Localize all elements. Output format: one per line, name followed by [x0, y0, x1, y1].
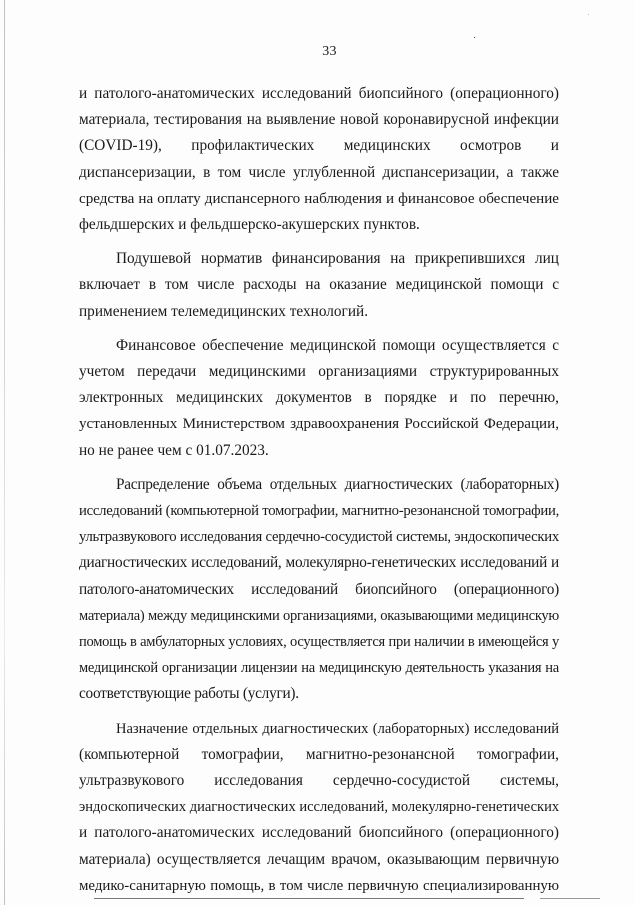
text-line: медико-санитарную помощь, в том числе первичную специализированную: [79, 877, 559, 894]
paragraph-5: [79, 716, 559, 899]
text-line: диагностических исследований, молекулярно-генетических исследований и: [79, 554, 559, 572]
text-line: Распределение объема отдельных диагностических (лабораторных): [116, 475, 559, 493]
text-line: электронных медицинских документов в порядке и по перечню,: [79, 389, 559, 407]
text-line: материала) осуществляется лечащим врачом, оказывающим первичную: [79, 850, 559, 868]
text-line: медицинской организации лицензии на медицинскую деятельность указания на: [79, 660, 559, 677]
text-line: и патолого-анатомических исследований биопсийного (операционного): [79, 85, 559, 102]
scan-speck: [474, 37, 475, 38]
text-line: (компьютерной томографии, магнитно-резонансной томографии,: [79, 745, 559, 763]
text-line: эндоскопических диагностических исследований, молекулярно-генетических: [79, 799, 560, 816]
text-line: Подушевой норматив финансирования на прикрепившихся лиц: [116, 250, 559, 268]
text-line: но не ранее чем с 01.07.2023.: [79, 441, 269, 459]
text-line: материала, тестирования на выявление новой коронавирусной инфекции: [79, 111, 559, 129]
scan-bottom-edge: [540, 898, 600, 899]
text-line: Финансовое обеспечение медицинской помощи осуществляется с: [116, 336, 559, 354]
paragraph-1: [79, 81, 559, 238]
text-line: ультразвукового исследования сердечно-сосудистой системы, эндоскопических: [79, 529, 559, 546]
paragraph-2: [79, 246, 559, 325]
text-line: фельдшерских и фельдшерско-акушерских пунктов.: [79, 216, 420, 234]
text-line: помощь в амбулаторных условиях, осуществляется при наличии в имеющейся у: [79, 634, 559, 651]
text-line: ультразвукового исследования сердечно-сосудистой системы,: [79, 772, 559, 790]
text-line: исследований (компьютерной томографии, магнитно-резонансной томографии,: [79, 503, 559, 520]
text-line: применением телемедицинских технологий.: [79, 302, 369, 320]
text-line: (COVID-19), профилактических медицинских осмотров и: [79, 137, 559, 155]
text-line: диспансеризации, в том числе углубленной диспансеризации, а также: [79, 163, 559, 181]
page-number: 33: [322, 44, 337, 59]
document-body: [79, 81, 559, 899]
text-line: установленных Министерством здравоохранения Российской Федерации,: [79, 416, 559, 433]
text-line: Назначение отдельных диагностических (лабораторных) исследований: [116, 720, 559, 737]
text-line: соответствующие работы (услуги).: [79, 685, 299, 703]
paragraph-4: [79, 472, 559, 708]
text-line: патолого-анатомических исследований биопсийного (операционного): [79, 580, 559, 598]
text-line: учетом передачи медицинскими организациями структурированных: [79, 363, 559, 381]
text-line: средства на оплату диспансерного наблюдения и финансовое обеспечение: [79, 190, 559, 207]
text-line: материала) между медицинскими организациями, оказывающими медицинскую: [79, 607, 559, 624]
scan-speck: [588, 14, 589, 15]
text-line: включает в том числе расходы на оказание медицинской помощи с: [79, 276, 559, 294]
scan-edge-line: [4, 0, 5, 905]
text-line: и патолого-анатомических исследований биопсийного (операционного): [79, 824, 559, 842]
scan-bottom-edge: [94, 898, 524, 899]
paragraph-3: [79, 333, 559, 464]
